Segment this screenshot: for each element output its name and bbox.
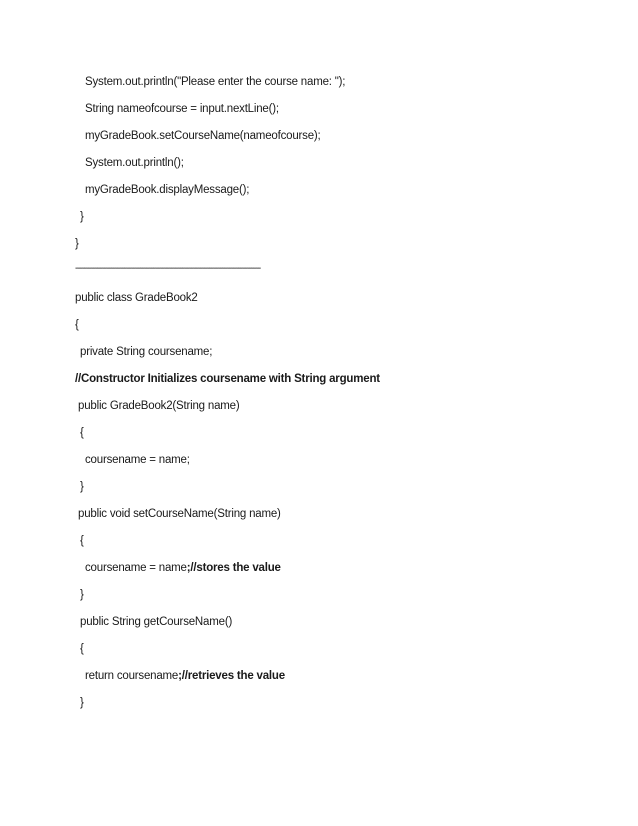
code-line-9: public class GradeBook2: [75, 292, 198, 304]
code-line-14: {: [80, 427, 84, 439]
code-line-1: System.out.println("Please enter the course name: ");: [85, 76, 346, 88]
code-line-10: {: [75, 319, 79, 331]
code-line-15: coursename = name;: [85, 454, 190, 466]
code-line-7: }: [75, 238, 79, 250]
code-line-6: }: [80, 211, 84, 223]
code-line-12: //Constructor Initializes coursename with String argument: [75, 373, 380, 385]
code-line-22: {: [80, 643, 84, 655]
code-line-16: }: [80, 481, 84, 493]
code-line-17: public void setCourseName(String name): [78, 508, 281, 520]
code-line-3: myGradeBook.setCourseName(nameofcourse);: [85, 130, 321, 142]
code-line-19: coursename = name;//stores the value: [85, 562, 281, 574]
code-line-21: public String getCourseName(): [80, 616, 233, 628]
code-line-4: System.out.println();: [85, 157, 184, 169]
code-line-23: return coursename;//retrieves the value: [85, 670, 285, 682]
separator-line: -----------------------------------------------------------------------------------: [75, 263, 261, 274]
code-line-24: }: [80, 697, 84, 709]
code-line-11: private String coursename;: [80, 346, 213, 358]
code-line-2: String nameofcourse = input.nextLine();: [85, 103, 279, 115]
code-line-20: }: [80, 589, 84, 601]
code-line-5: myGradeBook.displayMessage();: [85, 184, 250, 196]
code-line-18: {: [80, 535, 84, 547]
code-line-13: public GradeBook2(String name): [78, 400, 240, 412]
